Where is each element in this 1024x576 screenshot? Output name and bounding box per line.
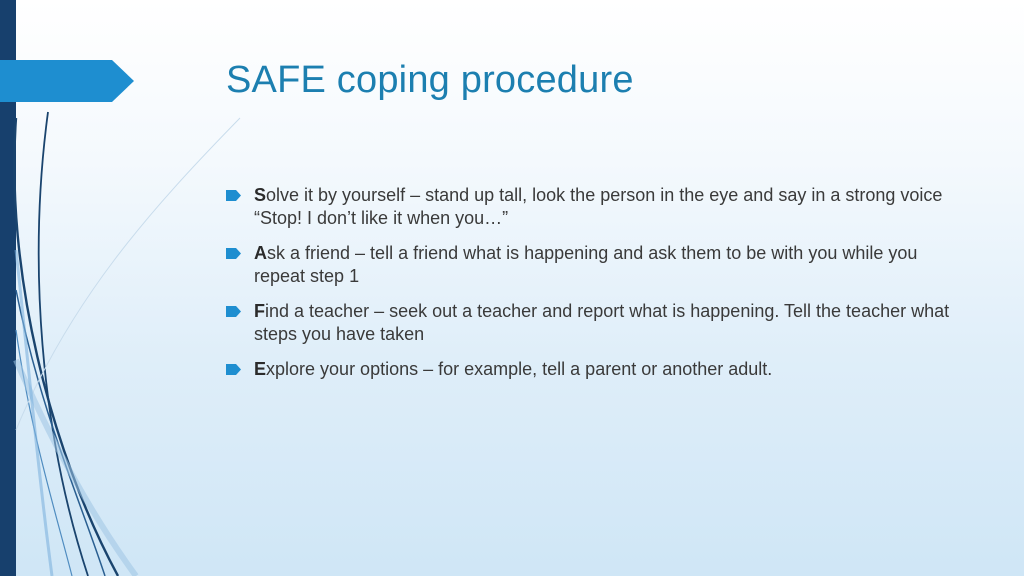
arrow-bullet-icon (226, 190, 241, 201)
page-title: SAFE coping procedure (226, 59, 634, 101)
arrow-bullet-icon (226, 364, 241, 375)
bullet-initial: E (254, 359, 267, 379)
list-item (226, 300, 956, 346)
list-item (226, 358, 956, 381)
bullet-text: olve it by yourself – stand up tall, look the person in the eye and say in a strong voice “Stop! I don’t like it when you…” (254, 185, 943, 228)
bullet-initial: A (254, 243, 267, 263)
bullet-list (226, 184, 956, 393)
list-item (226, 242, 956, 288)
bullet-text: ind a teacher – seek out a teacher and report what is happening. Tell the teacher what steps you have taken (254, 301, 950, 344)
bullet-initial: S (254, 185, 267, 205)
bullet-text: sk a friend – tell a friend what is happening and ask them to be with you while you repeat step 1 (254, 243, 918, 286)
arrow-bullet-icon (226, 248, 241, 259)
bullet-text: xplore your options – for example, tell a parent or another adult. (266, 359, 773, 379)
title-accent-tab (0, 60, 134, 102)
bullet-initial: F (254, 301, 265, 321)
list-item (226, 184, 956, 230)
arrow-bullet-icon (226, 306, 241, 317)
